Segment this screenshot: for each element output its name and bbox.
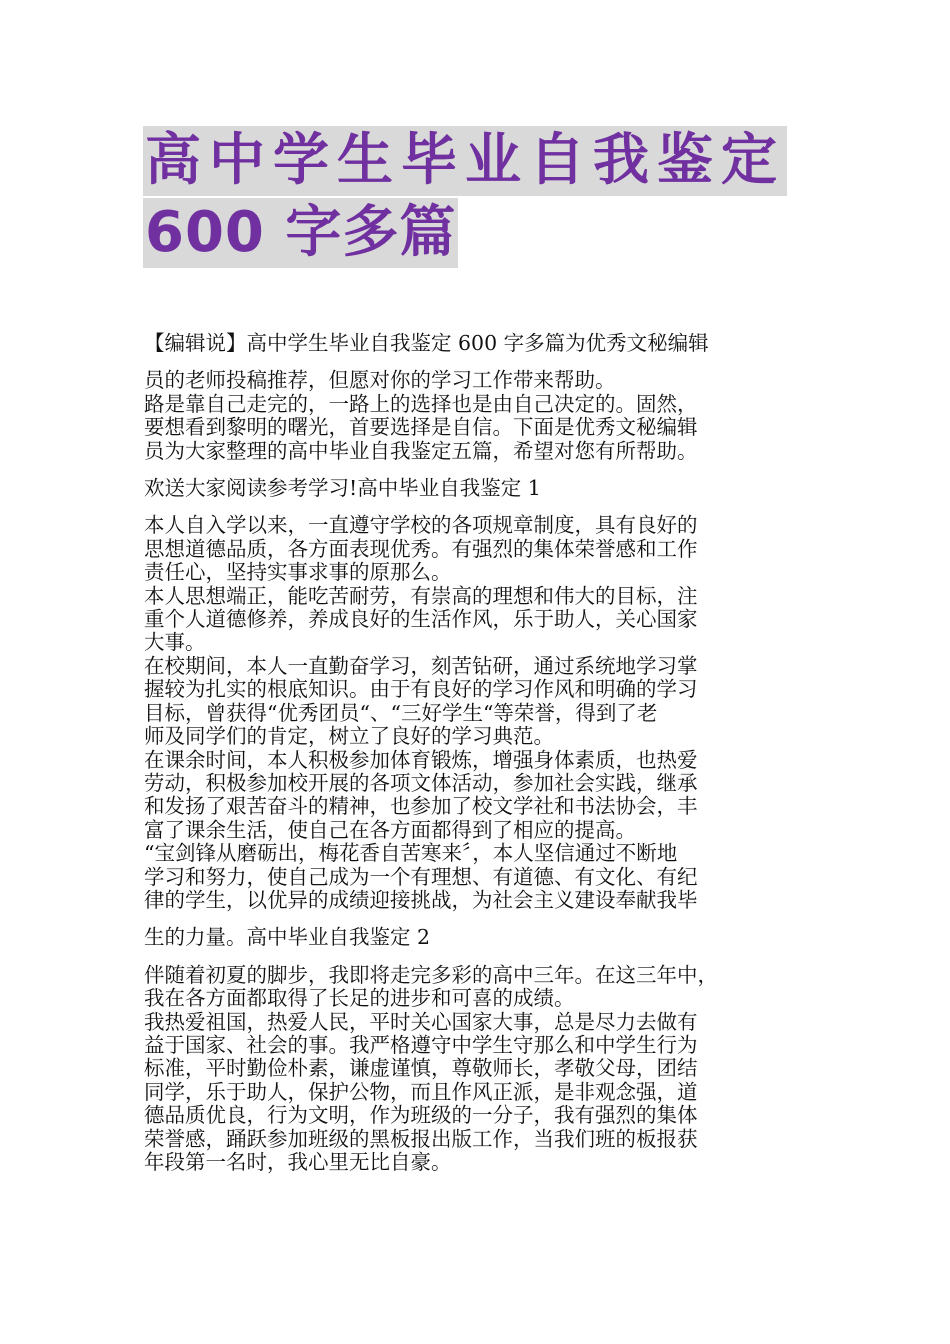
body-text-line: 重个人道德修养，养成良好的生活作风，乐于助人，关心国家 (144, 607, 698, 632)
body-text-line: 我热爱祖国，热爱人民，平时关心国家大事，总是尽力去做有 (144, 1009, 698, 1034)
body-text-line: 欢送大家阅读参考学习!高中毕业自我鉴定 1 (144, 476, 541, 501)
body-text-line: 本人自入学以来，一直遵守学校的各项规章制度，具有良好的 (144, 513, 698, 538)
body-text-line: “宝剑锋从磨砺出，梅花香自苦寒来〞，本人坚信通过不断地 (144, 841, 678, 866)
body-text-line: 在校期间，本人一直勤奋学习，刻苦钻研，通过系统地学习掌 (144, 653, 698, 678)
body-text-line: 师及同学们的肯定，树立了良好的学习典范。 (144, 724, 554, 749)
body-text-line: 富了课余生活，使自己在各方面都得到了相应的提高。 (144, 817, 636, 842)
body-text-line: 员的老师投稿推荐，但愿对你的学习工作带来帮助。 (144, 368, 616, 393)
paragraph-spacer (144, 912, 810, 926)
body-text-line: 年段第一名时，我心里无比自豪。 (144, 1150, 452, 1174)
body-text-line: 责任心，坚持实事求事的原那么。 (144, 560, 452, 585)
body-text-line: 【编辑说】高中学生毕业自我鉴定 600 字多篇为优秀文秘编辑 (144, 331, 709, 355)
paragraph-spacer (144, 355, 810, 369)
body-text-line: 荣誉感，踊跃参加班级的黑板报出版工作，当我们班的板报获 (144, 1126, 698, 1151)
body-text-line: 员为大家整理的高中毕业自我鉴定五篇，希望对您有所帮助。 (144, 438, 698, 463)
body-text-line: 握较为扎实的根底知识。由于有良好的学习作风和明确的学习 (144, 677, 698, 702)
body-text-line: 本人思想端正，能吃苦耐劳，有崇高的理想和伟大的目标，注 (144, 583, 698, 608)
title-line-1: 高中学生毕业自我鉴定 (143, 126, 787, 196)
body-text-line: 目标，曾获得“优秀团员“、“三好学生“等荣誉，得到了老 (144, 700, 658, 725)
body-text-line: 要想看到黎明的曙光，首要选择是自信。下面是优秀文秘编辑 (144, 415, 698, 440)
body-text-line: 和发扬了艰苦奋斗的精神，也参加了校文学社和书法协会，丰 (144, 794, 698, 819)
body-text-line: 德品质优良，行为文明，作为班级的一分子，我有强烈的集体 (144, 1103, 698, 1128)
body-text-line: 律的学生，以优异的成绩迎接挑战，为社会主义建设奉献我毕 (144, 887, 698, 912)
body-text-line: 益于国家、社会的事。我严格遵守中学生守那么和中学生行为 (144, 1032, 698, 1057)
paragraph-spacer (144, 463, 810, 477)
body-text-line: 我在各方面都取得了长足的进步和可喜的成绩。 (144, 986, 575, 1011)
body-text-line: 学习和努力，使自己成为一个有理想、有道德、有文化、有纪 (144, 864, 698, 889)
document-body (144, 332, 810, 1174)
title-line-2: 600 字多篇 (143, 198, 458, 268)
body-text-line: 大事。 (144, 630, 206, 655)
document-title (143, 126, 808, 268)
paragraph-spacer (144, 950, 810, 964)
paragraph-spacer (144, 500, 810, 514)
body-text-line: 在课余时间，本人积极参加体育锻炼，增强身体素质，也热爱 (144, 747, 698, 772)
body-text-line: 生的力量。高中毕业自我鉴定 2 (144, 925, 431, 950)
body-text-line: 劳动，积极参加校开展的各项文体活动，参加社会实践，继承 (144, 770, 698, 795)
body-text-line: 标准，平时勤俭朴素，谦虚谨慎，尊敬师长，孝敬父母，团结 (144, 1056, 698, 1081)
body-text-line: 伴随着初夏的脚步，我即将走完多彩的高中三年。在这三年中， (144, 962, 718, 987)
body-text-line: 思想道德品质，各方面表现优秀。有强烈的集体荣誉感和工作 (144, 536, 698, 561)
body-text-line: 路是靠自己走完的，一路上的选择也是由自己决定的。固然， (144, 391, 698, 416)
body-text-line: 同学，乐于助人，保护公物，而且作风正派，是非观念强，道 (144, 1079, 698, 1104)
